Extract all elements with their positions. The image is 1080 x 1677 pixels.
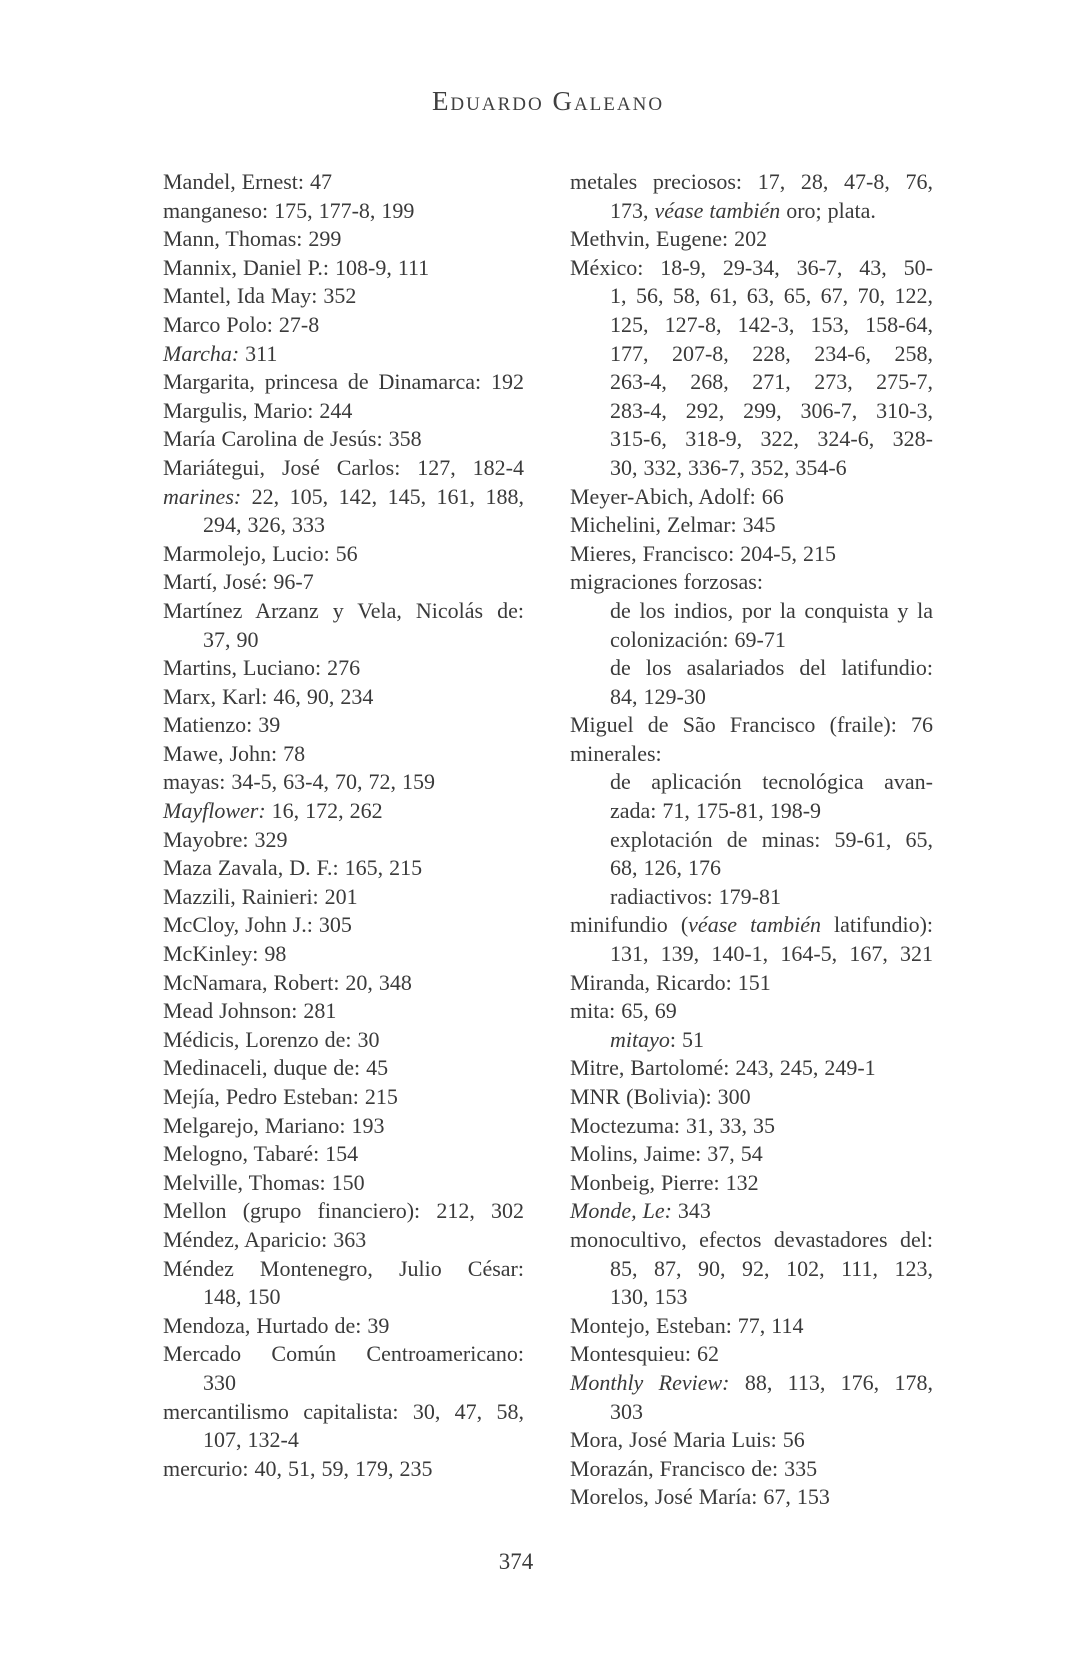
index-line <box>163 940 524 969</box>
index-line-text: Mieres, Francisco: 204-5, 215 <box>570 540 837 566</box>
index-line-text: 294, 326, 333 <box>203 512 325 538</box>
index-line <box>570 311 933 340</box>
index-line-text: Morelos, José María: 67, 153 <box>570 1484 830 1510</box>
index-line <box>163 1340 524 1369</box>
index-line-text: 173, <box>610 197 655 223</box>
index-line-italic-text: Marcha: <box>163 340 240 366</box>
index-line <box>570 1226 933 1255</box>
index-line <box>570 1255 933 1284</box>
index-line <box>163 997 524 1026</box>
index-line-text: Mannix, Daniel P.: 108-9, 111 <box>163 254 430 280</box>
index-line-text: minifundio ( <box>570 912 689 938</box>
index-line-text: 107, 132-4 <box>203 1427 299 1453</box>
index-line <box>163 511 524 540</box>
index-line <box>163 1369 524 1398</box>
index-line-text: Melville, Thomas: 150 <box>163 1169 365 1195</box>
index-line-text: Mandel, Ernest: 47 <box>163 169 333 194</box>
index-line-text: McCloy, John J.: 305 <box>163 912 352 938</box>
index-line <box>570 425 933 454</box>
index-line <box>570 1283 933 1312</box>
index-line <box>570 511 933 540</box>
index-line <box>163 1083 524 1112</box>
index-line <box>163 1226 524 1255</box>
index-line-text: 330 <box>203 1369 236 1395</box>
index-line <box>570 254 933 283</box>
index-line <box>163 1140 524 1169</box>
index-line-text: migraciones forzosas: <box>570 569 763 595</box>
index-line-text: explotación de minas: 59-61, 65, <box>610 826 933 852</box>
index-column-right <box>570 168 933 1512</box>
index-line <box>570 597 933 626</box>
index-line <box>570 225 933 254</box>
index-line-text: Mantel, Ida May: 352 <box>163 283 357 309</box>
index-line-text: metales preciosos: 17, 28, 47-8, 76, <box>570 169 933 194</box>
index-line <box>570 340 933 369</box>
index-line-text: Mazzili, Rainieri: 201 <box>163 883 358 909</box>
index-line-text: Miranda, Ricardo: 151 <box>570 969 771 995</box>
index-column-left <box>163 168 524 1483</box>
index-line-text: Michelini, Zelmar: 345 <box>570 512 776 538</box>
index-line-text: 68, 126, 176 <box>610 855 721 881</box>
index-line-text: Maza Zavala, D. F.: 165, 215 <box>163 855 423 881</box>
index-line-text: Margarita, princesa de Dinamarca: 192 <box>163 369 524 395</box>
index-line-text: 177, 207-8, 228, 234-6, 258, <box>610 340 933 366</box>
index-line-italic-text: mitayo <box>610 1026 670 1052</box>
index-line <box>570 1054 933 1083</box>
index-line-text: Marco Polo: 27-8 <box>163 311 320 337</box>
index-line <box>163 797 524 826</box>
index-line-text: Mawe, John: 78 <box>163 740 306 766</box>
index-line <box>163 568 524 597</box>
index-line-text: Methvin, Eugene: 202 <box>570 226 768 252</box>
index-line-text: radiactivos: 179-81 <box>610 883 781 909</box>
index-line-text: : 51 <box>669 1026 705 1052</box>
index-line-text: zada: 71, 175-81, 198-9 <box>610 798 822 824</box>
index-line <box>570 568 933 597</box>
index-line-text: 125, 127-8, 142-3, 153, 158-64, <box>610 311 933 337</box>
index-line <box>163 597 524 626</box>
index-line <box>163 768 524 797</box>
index-line-italic-text: Monthly Review: <box>570 1369 730 1395</box>
index-line-text: 37, 90 <box>203 626 259 652</box>
index-line-text: 88, 113, 176, 178, <box>729 1369 933 1395</box>
index-line <box>163 911 524 940</box>
index-line <box>570 1426 933 1455</box>
index-line-text: McKinley: 98 <box>163 941 287 967</box>
index-line <box>570 883 933 912</box>
index-line <box>570 826 933 855</box>
index-line <box>570 711 933 740</box>
index-line <box>163 425 524 454</box>
index-line <box>570 854 933 883</box>
index-line <box>163 854 524 883</box>
index-line-text: 315-6, 318-9, 322, 324-6, 328- <box>610 426 933 452</box>
index-line-text: Mejía, Pedro Esteban: 215 <box>163 1084 398 1109</box>
index-line <box>163 454 524 483</box>
index-line-italic-text: Mayflower: <box>163 798 266 824</box>
index-line <box>163 1283 524 1312</box>
index-line <box>163 225 524 254</box>
index-line <box>570 683 933 712</box>
running-header: Eduardo Galeano <box>431 86 665 116</box>
index-line <box>163 883 524 912</box>
index-line-italic-text: véase también <box>688 912 821 938</box>
index-line-text: Mariátegui, José Carlos: 127, 182-4 <box>163 454 524 480</box>
index-line <box>163 340 524 369</box>
index-line-text: Marmolejo, Lucio: 56 <box>163 540 358 566</box>
index-line-text: 148, 150 <box>203 1284 281 1310</box>
index-line-text: 30, 332, 336-7, 352, 354-6 <box>610 454 847 480</box>
index-line-text: 130, 153 <box>610 1284 688 1310</box>
index-line-text: 22, 105, 142, 145, 161, 188, <box>241 483 524 509</box>
index-line-text: Montesquieu: 62 <box>570 1341 719 1367</box>
index-line <box>570 483 933 512</box>
index-line <box>163 683 524 712</box>
index-line <box>163 1026 524 1055</box>
index-line-text: Mitre, Bartolomé: 243, 245, 249-1 <box>570 1055 876 1081</box>
index-line-text: mayas: 34-5, 63-4, 70, 72, 159 <box>163 769 435 795</box>
index-line <box>570 911 933 940</box>
index-line-italic-text: marines: <box>163 483 242 509</box>
index-line <box>570 1083 933 1112</box>
index-line-text: Martínez Arzanz y Vela, Nicolás de: <box>163 597 524 623</box>
index-line-text: Mayobre: 329 <box>163 826 288 852</box>
index-line <box>163 711 524 740</box>
index-line-text: 131, 139, 140-1, 164-5, 167, 321 <box>610 941 933 967</box>
index-line-italic-text: véase también <box>654 197 781 223</box>
index-line <box>570 768 933 797</box>
index-line <box>570 1483 933 1512</box>
index-line-text: Mora, José Maria Luis: 56 <box>570 1427 805 1453</box>
index-line-text: Mann, Thomas: 299 <box>163 226 342 252</box>
index-line <box>570 540 933 569</box>
index-line-text: de los indios, por la conquista y la <box>610 597 933 623</box>
index-line-text: 283-4, 292, 299, 306-7, 310-3, <box>610 397 933 423</box>
index-line <box>163 254 524 283</box>
index-line <box>570 1169 933 1198</box>
index-line <box>570 1312 933 1341</box>
index-line <box>163 368 524 397</box>
index-line <box>570 1112 933 1141</box>
index-line <box>570 1340 933 1369</box>
index-line <box>163 1054 524 1083</box>
index-line <box>570 1026 933 1055</box>
index-line <box>163 483 524 512</box>
index-line <box>163 282 524 311</box>
index-line-text: MNR (Bolivia): 300 <box>570 1084 751 1109</box>
index-line <box>163 540 524 569</box>
index-line <box>163 397 524 426</box>
index-line <box>163 1255 524 1284</box>
index-line-text: McNamara, Robert: 20, 348 <box>163 969 412 995</box>
index-line-text: Matienzo: 39 <box>163 712 281 738</box>
index-line <box>163 1455 524 1484</box>
index-line <box>570 1197 933 1226</box>
page-number: 374 <box>498 1549 534 1574</box>
index-line-text: Melogno, Tabaré: 154 <box>163 1141 359 1167</box>
index-line <box>163 1112 524 1141</box>
index-line <box>163 826 524 855</box>
index-line <box>163 1312 524 1341</box>
index-line <box>570 654 933 683</box>
index-line-text: Méndez Montenegro, Julio César: <box>163 1255 524 1281</box>
index-line-text: Mellon (grupo financiero): 212, 302 <box>163 1198 524 1224</box>
index-line-text: Medinaceli, duque de: 45 <box>163 1055 389 1081</box>
index-line <box>163 1169 524 1198</box>
index-line-text: Molins, Jaime: 37, 54 <box>570 1141 763 1167</box>
index-line-text: 1, 56, 58, 61, 63, 65, 67, 70, 122, <box>610 283 933 309</box>
index-line-text: Meyer-Abich, Adolf: 66 <box>570 483 784 509</box>
index-line-text: mita: 65, 69 <box>570 998 677 1024</box>
index-line-italic-text: Monde, Le: <box>570 1198 672 1224</box>
index-line-text: de aplicación tecnológica avan- <box>610 769 933 795</box>
index-line <box>570 168 933 197</box>
index-line <box>570 368 933 397</box>
index-line-text: México: 18-9, 29-34, 36-7, 43, 50- <box>570 254 933 280</box>
index-line <box>570 397 933 426</box>
index-line <box>570 969 933 998</box>
index-line-text: 263-4, 268, 271, 273, 275-7, <box>610 369 933 395</box>
index-line-text: Martí, José: 96-7 <box>163 569 314 595</box>
index-line-text: Monbeig, Pierre: 132 <box>570 1169 759 1195</box>
index-line-text: Melgarejo, Mariano: 193 <box>163 1112 385 1138</box>
index-line <box>570 197 933 226</box>
index-line <box>570 1140 933 1169</box>
index-line <box>163 1197 524 1226</box>
index-line-text: Méndez, Aparicio: 363 <box>163 1226 367 1252</box>
index-line-text: 16, 172, 262 <box>265 798 383 824</box>
index-line-text: Moctezuma: 31, 33, 35 <box>570 1112 775 1138</box>
index-line <box>570 740 933 769</box>
index-line <box>163 969 524 998</box>
index-line <box>163 654 524 683</box>
index-line <box>163 197 524 226</box>
index-line-text: mercantilismo capitalista: 30, 47, 58, <box>163 1398 524 1424</box>
index-line-text: 303 <box>610 1398 643 1424</box>
index-line-text: oro; plata. <box>780 197 876 223</box>
index-line <box>570 997 933 1026</box>
index-line-text: Marx, Karl: 46, 90, 234 <box>163 683 374 709</box>
index-line <box>570 1398 933 1427</box>
index-line-text: 311 <box>239 340 278 366</box>
index-line-text: Montejo, Esteban: 77, 114 <box>570 1312 804 1338</box>
index-line-text: Morazán, Francisco de: 335 <box>570 1455 818 1481</box>
index-line-text: 343 <box>671 1198 711 1224</box>
index-line-text: latifundio): <box>820 912 934 938</box>
index-line-text: Miguel de São Francisco (fraile): 76 <box>570 712 933 738</box>
index-line-text: 84, 129-30 <box>610 683 706 709</box>
index-line-text: Médicis, Lorenzo de: 30 <box>163 1026 380 1052</box>
index-line <box>570 940 933 969</box>
index-line-text: colonización: 69-71 <box>610 626 786 652</box>
index-line <box>570 1455 933 1484</box>
index-line <box>570 282 933 311</box>
index-line <box>163 740 524 769</box>
index-line <box>570 626 933 655</box>
index-line-text: de los asalariados del latifundio: <box>610 655 933 681</box>
index-line <box>163 311 524 340</box>
index-line-text: 85, 87, 90, 92, 102, 111, 123, <box>610 1255 933 1281</box>
index-line-text: Mead Johnson: 281 <box>163 998 337 1024</box>
index-line <box>163 168 524 197</box>
index-line-text: Martins, Luciano: 276 <box>163 655 361 681</box>
index-line <box>570 797 933 826</box>
index-line-text: Mendoza, Hurtado de: 39 <box>163 1312 390 1338</box>
index-line <box>163 626 524 655</box>
index-line-text: mercurio: 40, 51, 59, 179, 235 <box>163 1455 433 1481</box>
index-line <box>163 1398 524 1427</box>
index-line-text: monocultivo, efectos devastadores del: <box>570 1226 933 1252</box>
index-line <box>570 454 933 483</box>
index-line <box>163 1426 524 1455</box>
index-line <box>570 1369 933 1398</box>
index-line-text: Margulis, Mario: 244 <box>163 397 353 423</box>
index-line-text: María Carolina de Jesús: 358 <box>163 426 422 452</box>
index-line-text: manganeso: 175, 177-8, 199 <box>163 197 415 223</box>
index-line-text: minerales: <box>570 740 662 766</box>
index-line-text: Mercado Común Centroamericano: <box>163 1341 524 1367</box>
